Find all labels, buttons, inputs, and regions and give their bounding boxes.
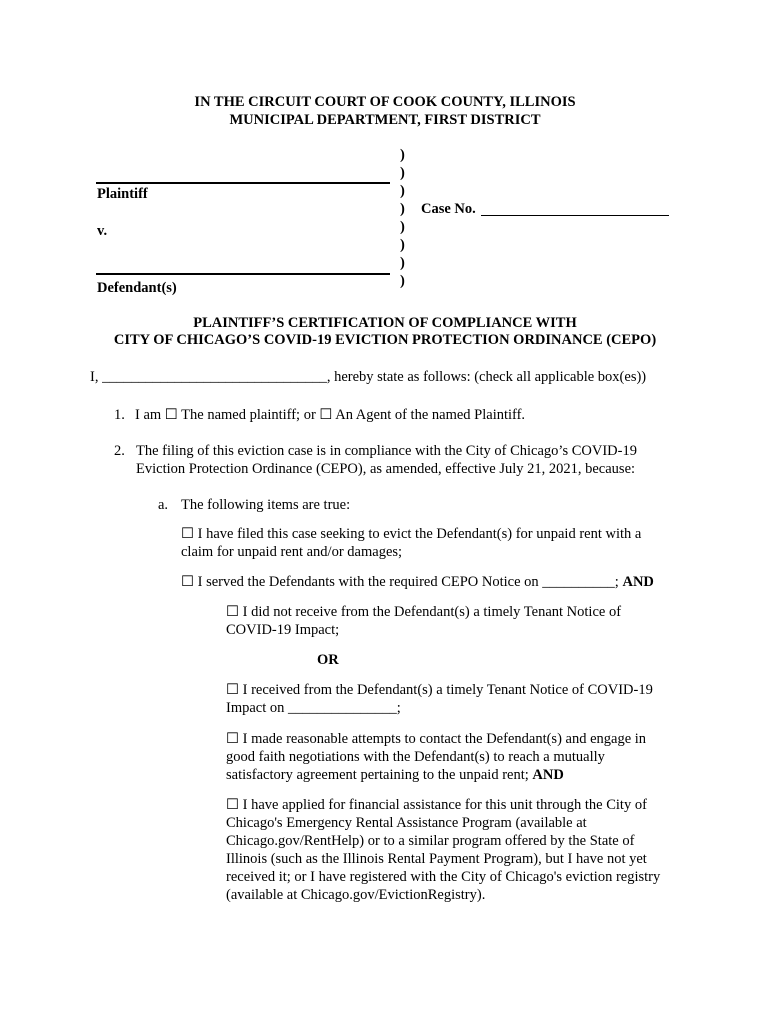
check-1-text: I have filed this case seeking to evict the Defendant(s) for unpaid rent with a: [197, 526, 642, 542]
check-5-line2: good faith negotiations with the Defendant(s) to reach a mutually: [226, 749, 605, 765]
item-1-number: 1.: [114, 407, 125, 423]
sub-item-a-text: The following items are true:: [181, 497, 351, 513]
check-4-line2: Impact on _______________;: [226, 700, 401, 716]
caption-paren: ): [400, 201, 405, 217]
defendant-label: Defendant(s): [97, 280, 177, 296]
checkbox-reasonable-attempts[interactable]: ☐: [226, 731, 239, 747]
check-4-line1: [226, 682, 653, 699]
plaintiff-signature-line[interactable]: [96, 182, 390, 184]
defendant-signature-line[interactable]: [96, 273, 390, 275]
form-title-line1: PLAINTIFF’S CERTIFICATION OF COMPLIANCE WITH: [193, 315, 577, 331]
check-3-line2: COVID-19 Impact;: [226, 622, 340, 638]
check-5-line3: [226, 767, 564, 784]
check-2: [181, 574, 654, 591]
checkbox-served-notice[interactable]: ☐: [181, 574, 194, 590]
caption-paren: ): [400, 183, 405, 199]
caption-paren: ): [400, 165, 405, 181]
check-6-line6: (available at Chicago.gov/EvictionRegistry).: [226, 887, 486, 903]
check-6-line2: Chicago's Emergency Rental Assistance Program (available at: [226, 815, 587, 831]
check-5-line1: [226, 731, 646, 748]
plaintiff-label: Plaintiff: [97, 186, 148, 202]
intro-prefix: I,: [90, 369, 99, 385]
or-separator: OR: [317, 652, 339, 668]
item-1-text: [135, 407, 525, 424]
check-6-line5: received it; or I have registered with the City of Chicago's eviction registry: [226, 869, 661, 885]
intro-suffix: , hereby state as follows: (check all applicable box(es)): [326, 369, 647, 385]
check-3-line1: [226, 604, 621, 621]
case-no-label: Case No.: [421, 201, 476, 217]
checkbox-agent[interactable]: ☐: [319, 407, 333, 423]
check-5-and: AND: [532, 767, 564, 783]
sub-item-a-label: a.: [158, 497, 169, 513]
check-5-text-end: satisfactory agreement pertaining to the unpaid rent;: [226, 767, 529, 783]
declarant-name-field[interactable]: _______________________________: [102, 369, 327, 385]
check-2-and: AND: [622, 574, 654, 590]
item-2-line1: The filing of this eviction case is in compliance with the City of Chicago’s COVID-19: [136, 443, 637, 459]
caption-paren: ): [400, 237, 405, 253]
caption-paren: ): [400, 255, 405, 271]
checkbox-named-plaintiff[interactable]: ☐: [164, 407, 178, 423]
intro-statement: [90, 369, 646, 386]
form-title-line2: CITY OF CHICAGO’S COVID-19 EVICTION PROTECTION ORDINANCE (CEPO): [113, 332, 657, 348]
versus-label: v.: [97, 223, 108, 239]
check-6-line3: Chicago.gov/RentHelp) or to a similar program offered by the State of: [226, 833, 635, 849]
checkbox-no-tenant-notice[interactable]: ☐: [226, 604, 239, 620]
check-1-line1: [181, 526, 641, 543]
check-1-line2: claim for unpaid rent and/or damages;: [181, 544, 403, 560]
checkbox-received-tenant-notice[interactable]: ☐: [226, 682, 239, 698]
check-3-text: I did not receive from the Defendant(s) a timely Tenant Notice of: [242, 604, 622, 620]
item-2-line2: Eviction Protection Ordinance (CEPO), as amended, effective July 21, 2021, because:: [136, 461, 636, 477]
caption-paren: ): [400, 147, 405, 163]
checkbox-financial-assistance[interactable]: ☐: [226, 797, 239, 813]
caption-paren: ): [400, 273, 405, 289]
check-5-text: I made reasonable attempts to contact the Defendant(s) and engage in: [242, 731, 647, 747]
check-6-line4: Illinois (such as the Illinois Rental Payment Program), but I have not yet: [226, 851, 647, 867]
checkbox-filed-case[interactable]: ☐: [181, 526, 194, 542]
option-agent: An Agent of the named Plaintiff.: [335, 407, 526, 423]
check-6-line1: [226, 797, 647, 814]
item-1-prefix: I am: [135, 407, 162, 423]
case-no-field[interactable]: [481, 200, 669, 216]
court-heading: IN THE CIRCUIT COURT OF COOK COUNTY, ILLINOIS: [194, 94, 576, 110]
check-4-text: I received from the Defendant(s) a timely Tenant Notice of COVID-19: [242, 682, 653, 698]
check-6-text: I have applied for financial assistance for this unit through the City of: [242, 797, 647, 813]
item-2-number: 2.: [114, 443, 125, 459]
option-named-plaintiff: The named plaintiff; or: [181, 407, 316, 423]
department-heading: MUNICIPAL DEPARTMENT, FIRST DISTRICT: [229, 112, 541, 128]
check-2-text: I served the Defendants with the required CEPO Notice on __________;: [197, 574, 619, 590]
caption-paren: ): [400, 219, 405, 235]
